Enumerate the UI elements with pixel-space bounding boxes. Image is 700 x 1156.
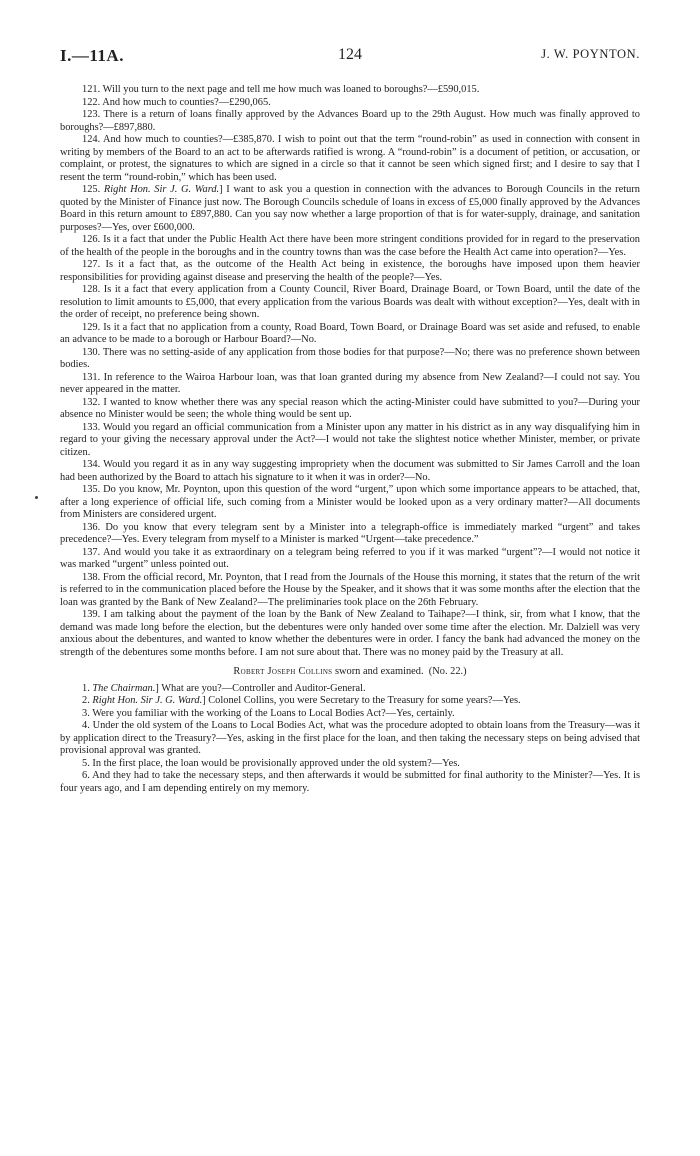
- paragraph: 6. And they had to take the necessary steps, and then afterwards it would be submitted for final authority to the Minister?—Yes. It is four years ago, and I am depending entirely on my memory.: [60, 770, 640, 794]
- paragraph-text: ] I want to ask you a question in connection with the advances to Borough Councils in the return quoted by the Minister of Finance just now. The Borough Councils schedule of loans in excess of £5,000 finally approved by the Advances Board in this return amount to £897,880. Can you say now whether a large proportion of that is for water-supply, drainage, and sanitation purposes?—Yes, over £600,000.: [60, 184, 640, 233]
- question-number: 1.: [82, 682, 90, 694]
- paragraph-text: ] What are you?—Controller and Auditor-General.: [155, 682, 366, 694]
- paragraph: 134. Would you regard it as in any way suggesting impropriety when the document was submitted to Sir James Carroll and the loan had been authorized by the Board to attach his signature to it when it was in order?—No.: [60, 459, 640, 483]
- witness-heading: [60, 666, 640, 679]
- witness-sworn: sworn and examined.: [334, 666, 424, 677]
- paragraph: 126. Is it a fact that under the Public Health Act there have been more stringent conditions provided for in regard to the preservation of the health of the people in the boroughs and in the country towns than was the case before the Health Act came into operation?—Yes.: [60, 234, 640, 258]
- paragraph: 3. Were you familiar with the working of the Loans to Local Bodies Act?—Yes, certainly.: [82, 707, 455, 719]
- witness-name-header: J. W. POYNTON.: [541, 47, 640, 61]
- paragraph: 130. There was no setting-aside of any application from those bodies for that purpose?—No; there was no preference shown between bodies.: [60, 346, 640, 370]
- paragraph: 139. I am talking about the payment of the loan by the Bank of New Zealand to Taihape?—I think, sir, from what I know, that the demand was made long before the election, but the debentures were only handed over some time after the election. Mr. Dalziell was very anxious about the debentures, and wanted to know whether the debentures were in order. I fancy the bank had advanced the money on the strength of the debentures some months before. I am not sure about that. There was no money paid by the Treasury at all.: [60, 609, 640, 658]
- paragraph: 124. And how much to counties?—£385,870. I wish to point out that the term “round-robin” as used in connection with consent in writing by members of the Board to an act to be afterwards ratified is wrong. A “round-robin” is a document of petition, or accusation, or complaint, or protest, the signatures to which are signed in a circle so that it cannot be seen which signed first; and I desire to say that I resent the term “round-robin,” which has been used.: [60, 134, 640, 183]
- paragraph: 136. Do you know that every telegram sent by a Minister into a telegraph-office is immediately marked “urgent” and takes precedence?—Yes. Every telegram from myself to a Minister is marked “Urgent—take precedence.”: [60, 521, 640, 545]
- paragraph: 129. Is it a fact that no application from a county, Road Board, Town Board, or Drainage Board was set aside and refused, to enable an advance to be made to a borough or Harbour Board?—No.: [60, 321, 640, 345]
- paragraph: 122. And how much to counties?—£290,065.: [82, 96, 271, 108]
- witness-number: (No. 22.): [428, 666, 467, 677]
- paragraph: 133. Would you regard an official communication from a Minister upon any matter in his district as in any way disqualifying him in regard to your giving the necessary approval under the Act?—I would not take the slightest notice whether Minister, member, or private citizen.: [60, 421, 640, 458]
- question-number: 2.: [82, 695, 90, 706]
- witness-name: Robert Joseph Collins: [233, 666, 333, 677]
- paragraph-text: ] Colonel Collins, you were Secretary to the Treasury for some years?—Yes.: [202, 695, 521, 706]
- page-number: 124: [338, 46, 362, 63]
- paragraph: 132. I wanted to know whether there was any special reason which the acting-Minister could have submitted to you?—During your absence no Minister would be seen; the whole thing would be sent up.: [60, 396, 640, 420]
- paragraph: [60, 683, 640, 696]
- speaker-name: The Chairman.: [92, 682, 156, 694]
- paragraph: 138. From the official record, Mr. Poynton, that I read from the Journals of the House this morning, it states that the return of the writ is referred to in the communication placed before the House by the Speaker, and it shows that it was some months after the election that the loan was granted by the Bank of New Zealand?—The preliminaries took place on the 26th February.: [60, 571, 640, 608]
- paragraph: 4. Under the old system of the Loans to Local Bodies Act, what was the procedure adopted to obtain loans from the Treasury—was it by application direct to the Treasury?—Yes, asking in the first place for the loan, and then taking the necessary steps on being advised that provisional approval was granted.: [60, 720, 640, 756]
- document-body: [60, 84, 640, 795]
- paragraph: 123. There is a return of loans finally approved by the Advances Board up to the 29th August. How much was finally approved to boroughs?—£897,880.: [60, 109, 640, 133]
- margin-mark: [35, 496, 38, 499]
- paragraph: 137. And would you take it as extraordinary on a telegram being referred to you if it was marked “urgent”?—I would not notice it was marked “urgent” unless pointed out.: [60, 546, 640, 570]
- paragraph: [60, 695, 640, 708]
- paragraph: 127. Is it a fact that, as the outcome of the Health Act being in existence, the boroughs have imposed upon them heavier responsibilities for providing against disease and preserving the health of the people?—Yes.: [60, 259, 640, 283]
- paragraph: [60, 184, 640, 234]
- question-number: 125.: [82, 184, 101, 195]
- paragraph: 128. Is it a fact that every application from a County Council, River Board, Drainage Board, or Town Board, until the date of the resolution to limit amounts to £5,000, that every application from the various Boards was dealt with without exception?—Yes, dealt with in the order of receipt, no preference being shown.: [60, 284, 640, 320]
- paragraph: 135. Do you know, Mr. Poynton, upon this question of the word “urgent,” upon which some importance appears to be attached, that, after a long experience of official life, such coming from a Minister would be looked upon as a very ordinary matter?—All documents from Ministers are considered urgent.: [60, 484, 640, 520]
- speaker-name: Right Hon. Sir J. G. Ward.: [103, 184, 220, 195]
- speaker-name: Right Hon. Sir J. G. Ward.: [92, 695, 203, 706]
- paragraph: 5. In the first place, the loan would be provisionally approved under the old system?—Yes.: [82, 757, 460, 769]
- page-header: [60, 46, 640, 68]
- paragraph: 121. Will you turn to the next page and tell me how much was loaned to boroughs?—£590,015.: [82, 84, 480, 95]
- paper-reference: I.—11A.: [60, 46, 124, 65]
- paragraph: 131. In reference to the Wairoa Harbour loan, was that loan granted during my absence from New Zealand?—I could not say. You never appeared in the matter.: [60, 371, 640, 395]
